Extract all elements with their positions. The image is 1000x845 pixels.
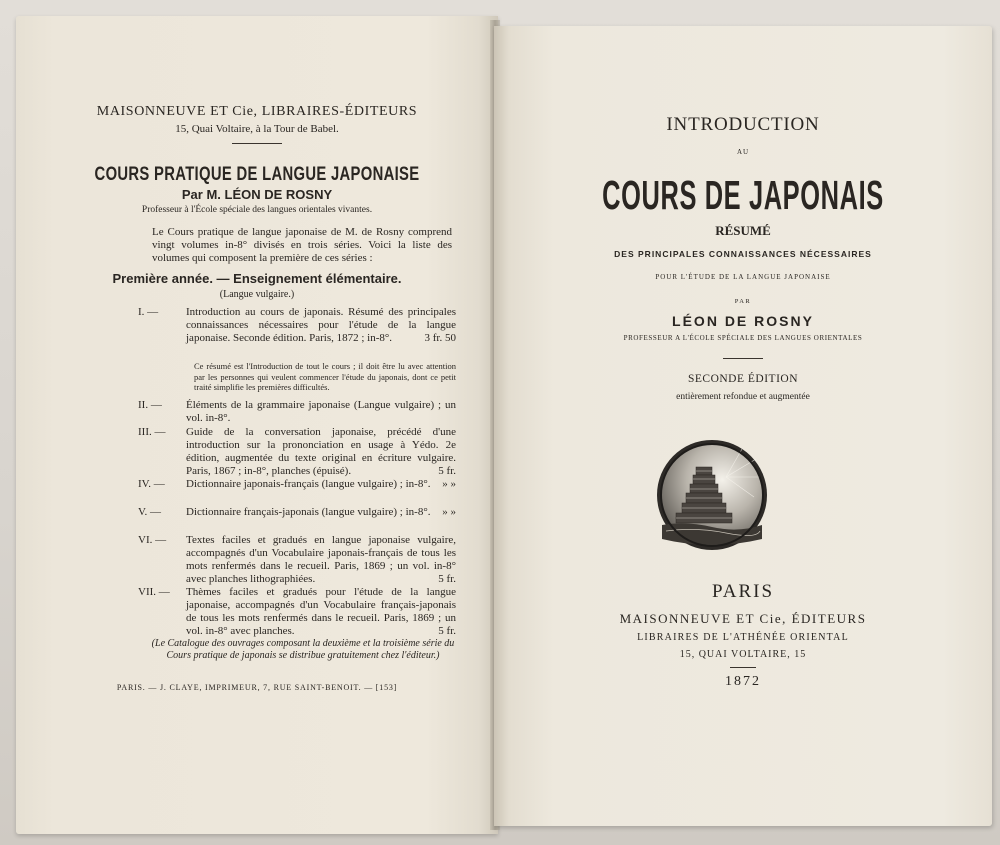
entry-text: Dictionnaire français-japonais (langue vulgaire) ; in-8°. — [186, 506, 431, 518]
series-author: Par M. LÉON DE ROSNY — [181, 187, 333, 202]
title-author: LÉON DE ROSNY — [672, 313, 814, 329]
imprint-address: 15, QUAI VOLTAIRE, 15 — [679, 649, 807, 660]
entry-number: VI. — — [138, 534, 167, 546]
entry-number: I. — — [138, 306, 159, 318]
entry-number: III. — — [138, 426, 166, 438]
left-page — [16, 16, 498, 834]
title-author-title: PROFESSEUR A L'ÉCOLE SPÉCIALE DES LANGUES ORIENTALES — [623, 334, 863, 342]
subtitle-pour: POUR L'ÉTUDE DE LA LANGUE JAPONAISE — [655, 273, 831, 281]
list-item — [138, 478, 456, 491]
entry-note: Ce résumé est l'Introduction de tout le cours ; il doit être lu avec attention par les personnes qui veulent commencer l'étude du japonais, dont ce petit traité simplifie les premières difficultés. — [194, 361, 456, 392]
list-item — [138, 586, 456, 638]
divider — [232, 143, 282, 144]
printer-imprint: PARIS. — J. CLAYE, IMPRIMEUR, 7, RUE SAINT-BENOIT. — [153] — [116, 683, 398, 692]
entry-text: Introduction au cours de japonais. Résumé des principales connaissances nécessaires pour l'étude de la langue japonaise. Seconde édition. Paris, 1872 ; in-8°. — [186, 306, 456, 344]
series-author-title: Professeur à l'École spéciale des langues orientales vivantes. — [141, 205, 373, 215]
list-item — [138, 306, 456, 345]
entry-price: 5 fr. — [438, 625, 456, 637]
list-item — [138, 399, 456, 425]
subtitle-principales: DES PRINCIPALES CONNAISSANCES NÉCESSAIRES — [614, 249, 872, 259]
imprint-city: PARIS — [711, 581, 775, 602]
catalogue-footnote: (Le Catalogue des ouvrages composant la deuxième et la troisième série du Cours pratique de japonais se distribue gratuitement chez l'éditeur.) — [151, 638, 455, 661]
year-heading: Première année. — Enseignement élémentaire. — [112, 271, 402, 286]
publisher-heading: MAISONNEUVE ET Cie, LIBRAIRES-ÉDITEURS — [96, 104, 418, 119]
imprint-year: 1872 — [725, 674, 761, 689]
year-subheading: (Langue vulgaire.) — [219, 289, 295, 300]
edition-label: SECONDE ÉDITION — [687, 373, 799, 385]
entry-price: 3 fr. 50 — [424, 332, 456, 344]
title-par: PAR — [734, 298, 752, 305]
divider — [730, 667, 756, 668]
list-item — [138, 426, 456, 478]
entry-number: II. — — [138, 399, 162, 411]
divider — [723, 358, 763, 359]
tower-of-babel-vignette — [656, 439, 768, 551]
entry-number: IV. — — [138, 478, 165, 490]
entry-text: Guide de la conversation japonaise, précédé d'une introduction sur la prononciation en usage à Yédo. 2e édition, augmentée du texte original en écriture vulgaire. Paris, 1867 ; in-8°, planches (épuisé). — [186, 426, 456, 477]
right-page — [494, 26, 992, 826]
entry-text: Textes faciles et gradués en langue japonaise vulgaire, accompagnés d'un Vocabulaire japonais-français de tous les mots renfermés dans le recueil. Paris, 1869 ; un vol. in-8° avec planches lithographiées. — [186, 534, 456, 585]
entry-text: Thèmes faciles et gradués pour l'étude de la langue japonaise, accompagnés d'un Vocabulaire français-japonais de tous les mots renfermés dans le recueil. Paris, 1869 ; un vol. in-8° avec planches. — [186, 586, 456, 637]
entry-number: VII. — — [138, 586, 170, 598]
entry-number: V. — — [138, 506, 162, 518]
edition-note: entièrement refondue et augmentée — [676, 392, 810, 402]
entry-text: Éléments de la grammaire japonaise (Langue vulgaire) ; un vol. in-8°. — [186, 399, 456, 424]
title-introduction: INTRODUCTION — [666, 114, 820, 135]
list-item — [138, 506, 456, 519]
series-title: COURS PRATIQUE DE LANGUE JAPONAISE — [94, 164, 420, 185]
main-title: COURS DE JAPONAIS — [602, 172, 884, 218]
list-item — [138, 534, 456, 586]
subtitle-resume: RÉSUMÉ — [715, 223, 771, 238]
entry-price: » » — [442, 506, 456, 518]
entry-price: 5 fr. — [438, 465, 456, 477]
entry-price: » » — [442, 478, 456, 490]
entry-text: Dictionnaire japonais-français (langue vulgaire) ; in-8°. — [186, 478, 431, 490]
imprint-publisher: MAISONNEUVE ET Cie, ÉDITEURS — [619, 611, 867, 626]
imprint-libraires: LIBRAIRES DE L'ATHÉNÉE ORIENTAL — [637, 632, 849, 643]
series-intro: Le Cours pratique de langue japonaise de M. de Rosny comprend vingt volumes in-8° divisés en trois séries. Voici la liste des volumes qui composent la première de ces séries : — [152, 226, 452, 264]
title-au: AU — [736, 148, 750, 156]
publisher-address: 15, Quai Voltaire, à la Tour de Babel. — [175, 123, 339, 135]
entry-price: 5 fr. — [438, 573, 456, 585]
